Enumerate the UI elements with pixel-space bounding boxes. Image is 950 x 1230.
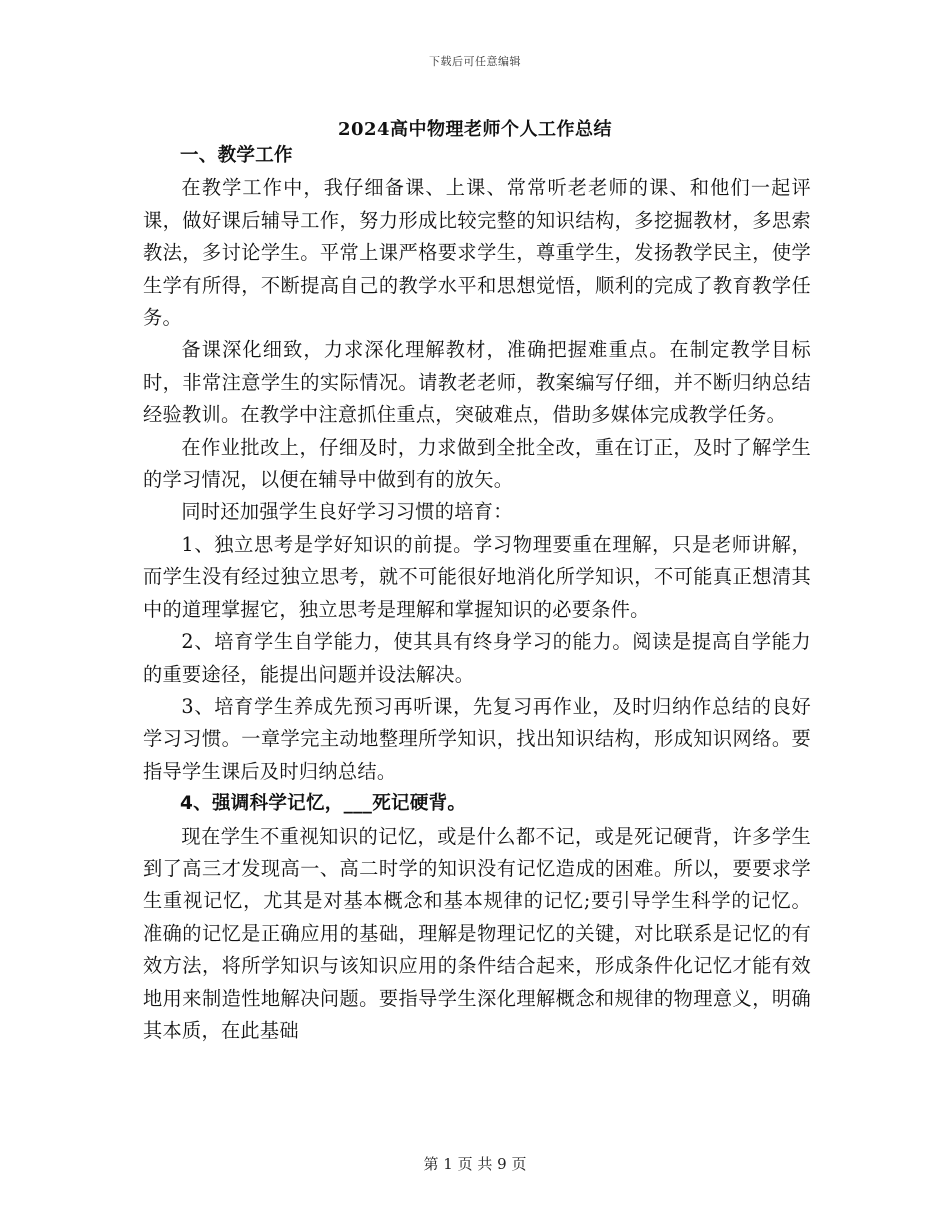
section-heading-teaching: 一、教学工作 <box>180 145 293 166</box>
list-item-paragraph: 3、培育学生养成先预习再听课，先复习再作业，及时归纳作总结的良好学习习惯。一章学完主动地整理所学知识，找出知识结构，形成知识网络。要指导学生课后及时归纳总结。 <box>143 694 811 783</box>
body-paragraph: 现在学生不重视知识的记忆，或是什么都不记，或是死记硬背，许多学生到了高三才发现高一、高二时学的知识没有记忆造成的困难。所以，要要求学生重视记忆，尤其是对基本概念和基本规律的记忆;要引导学生科学的记忆。准确的记忆是正确应用的基础，理解是物理记忆的关键，对比联系是记忆的有效方法，将所学知识与该知识应用的条件结合起来，形成条件化记忆才能有效地用来制造性地解决问题。要指导学生深化理解概念和规律的物理意义，明确其本质，在此基础 <box>143 824 811 1042</box>
body-paragraph: 备课深化细致，力求深化理解教材，准确把握难重点。在制定教学目标时，非常注意学生的实际情况。请教老老师，教案编写仔细，并不断归纳总结经验教训。在教学中注意抓住重点，突破难点，借助多媒体完成教学任务。 <box>143 338 811 427</box>
body-paragraph: 在作业批改上，仔细及时，力求做到全批全改，重在订正，及时了解学生的学习情况，以便在辅导中做到有的放矢。 <box>143 435 811 492</box>
list-item-paragraph: 1、独立思考是学好知识的前提。学习物理要重在理解，只是老师讲解，而学生没有经过独立思考，就不可能很好地消化所学知识，不可能真正想清其中的道理掌握它，独立思考是理解和掌握知识的必要条件。 <box>143 532 811 621</box>
header-note: 下载后可任意编辑 <box>429 55 521 68</box>
body-paragraph: 在教学工作中，我仔细备课、上课、常常听老老师的课、和他们一起评课，做好课后辅导工作，努力形成比较完整的知识结构，多挖掘教材，多思索教法，多讨论学生。平常上课严格要求学生，尊重学生，发扬教学民主，使学生学有所得，不断提高自己的教学水平和思想觉悟，顺利的完成了教育教学任务。 <box>143 176 811 330</box>
page-footer: 第 1 页 共 9 页 <box>423 1155 527 1173</box>
list-item-paragraph: 2、培育学生自学能力，使其具有终身学习的能力。阅读是提高自学能力的重要途径，能提出问题并设法解决。 <box>143 630 811 686</box>
body-paragraph: 同时还加强学生良好学习习惯的培育： <box>181 500 513 524</box>
document-title: 2024高中物理老师个人工作总结 <box>337 119 613 140</box>
document-body <box>143 140 811 1047</box>
section-heading-memory: 4、强调科学记忆，___死记硬背。 <box>180 793 467 815</box>
